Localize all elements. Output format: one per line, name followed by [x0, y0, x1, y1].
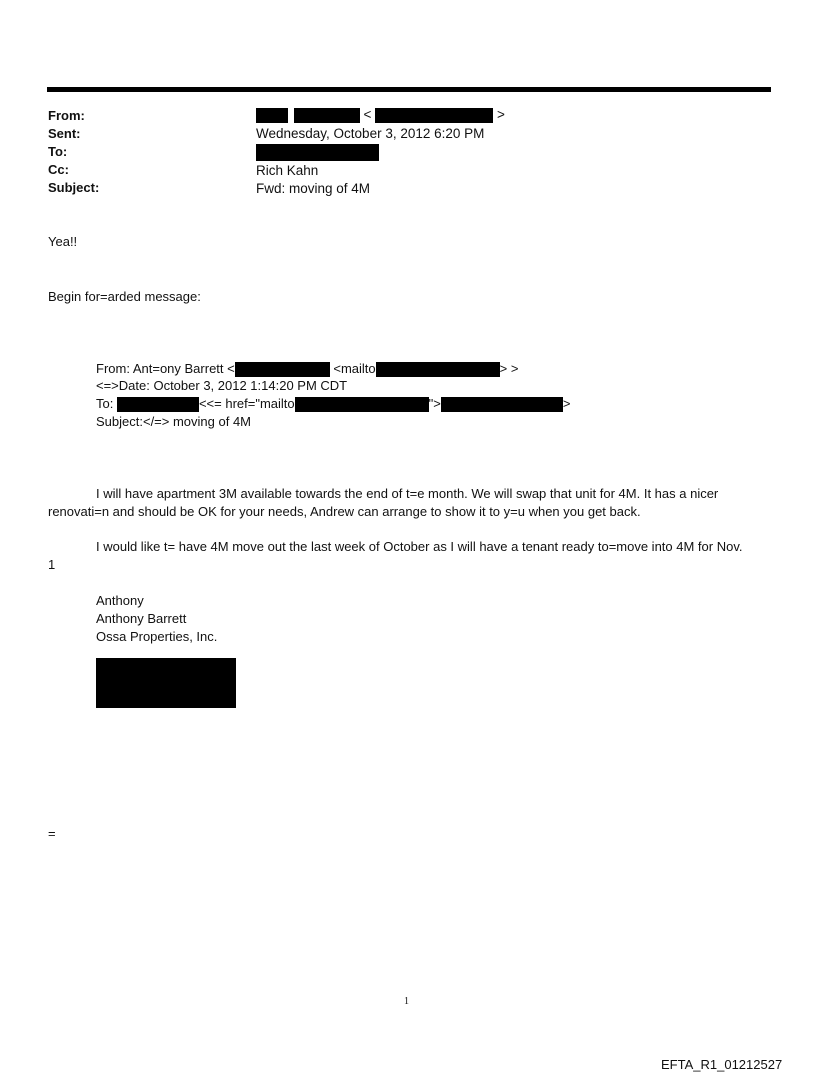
fwd-from-suffix: > > [499, 361, 519, 376]
redaction-block [375, 108, 493, 123]
redaction-block [295, 397, 429, 412]
redaction-block [376, 362, 500, 377]
fwd-from-line [96, 361, 518, 377]
trailing-equals: = [48, 826, 56, 841]
fwd-to-gt: > [562, 396, 571, 411]
sent-label: Sent: [48, 126, 81, 141]
fwd-date: <=>Date: October 3, 2012 1:14:20 PM CDT [96, 378, 348, 393]
header-rule [47, 87, 771, 92]
signature-name-1: Anthony [96, 593, 144, 608]
subject-value: Fwd: moving of 4M [256, 181, 371, 196]
signature-name-2: Anthony Barrett [96, 611, 187, 626]
to-redaction [256, 144, 379, 161]
cc-label: Cc: [48, 162, 69, 177]
signature-redaction [96, 658, 236, 708]
fwd-to-quote: "> [428, 396, 441, 411]
fwd-to-line [96, 396, 570, 412]
from-value [256, 107, 505, 123]
from-lt: < [363, 107, 372, 122]
redaction-block [235, 362, 330, 377]
fwd-to-href: <<= href="mailto [198, 396, 295, 411]
redaction-block [294, 108, 360, 123]
sent-value: Wednesday, October 3, 2012 6:20 PM [256, 126, 485, 141]
from-label: From: [48, 108, 85, 123]
page-number: 1 [404, 996, 409, 1007]
begin-forwarded: Begin for=arded message: [48, 289, 201, 304]
fwd-subject: Subject:</=> moving of 4M [96, 414, 252, 429]
from-gt: > [496, 107, 505, 122]
to-label: To: [48, 144, 68, 159]
document-id: EFTA_R1_01212527 [661, 1057, 783, 1072]
redaction-block [117, 397, 199, 412]
subject-label: Subject: [48, 180, 100, 195]
redaction-block [256, 108, 288, 123]
redaction-block [441, 397, 563, 412]
paragraph-1: I will have apartment 3M available towards the end of t=e month. We will swap that unit for 4M. It has a nicer renovati=n and should be OK for your needs, Andrew can arrange to show it to y=u when you get back. [48, 486, 719, 519]
cc-value: Rich Kahn [256, 163, 319, 178]
signature-company: Ossa Properties, Inc. [96, 629, 218, 644]
fwd-from-mailto: <mailto [333, 361, 376, 376]
fwd-from-prefix: From: Ant=ony Barrett < [96, 361, 235, 376]
fwd-to-prefix: To: [96, 396, 114, 411]
paragraph-2: I would like t= have 4M move out the last week of October as I will have a tenant ready to=move into 4M for Nov. 1 [48, 539, 743, 572]
greeting: Yea!! [48, 234, 78, 249]
